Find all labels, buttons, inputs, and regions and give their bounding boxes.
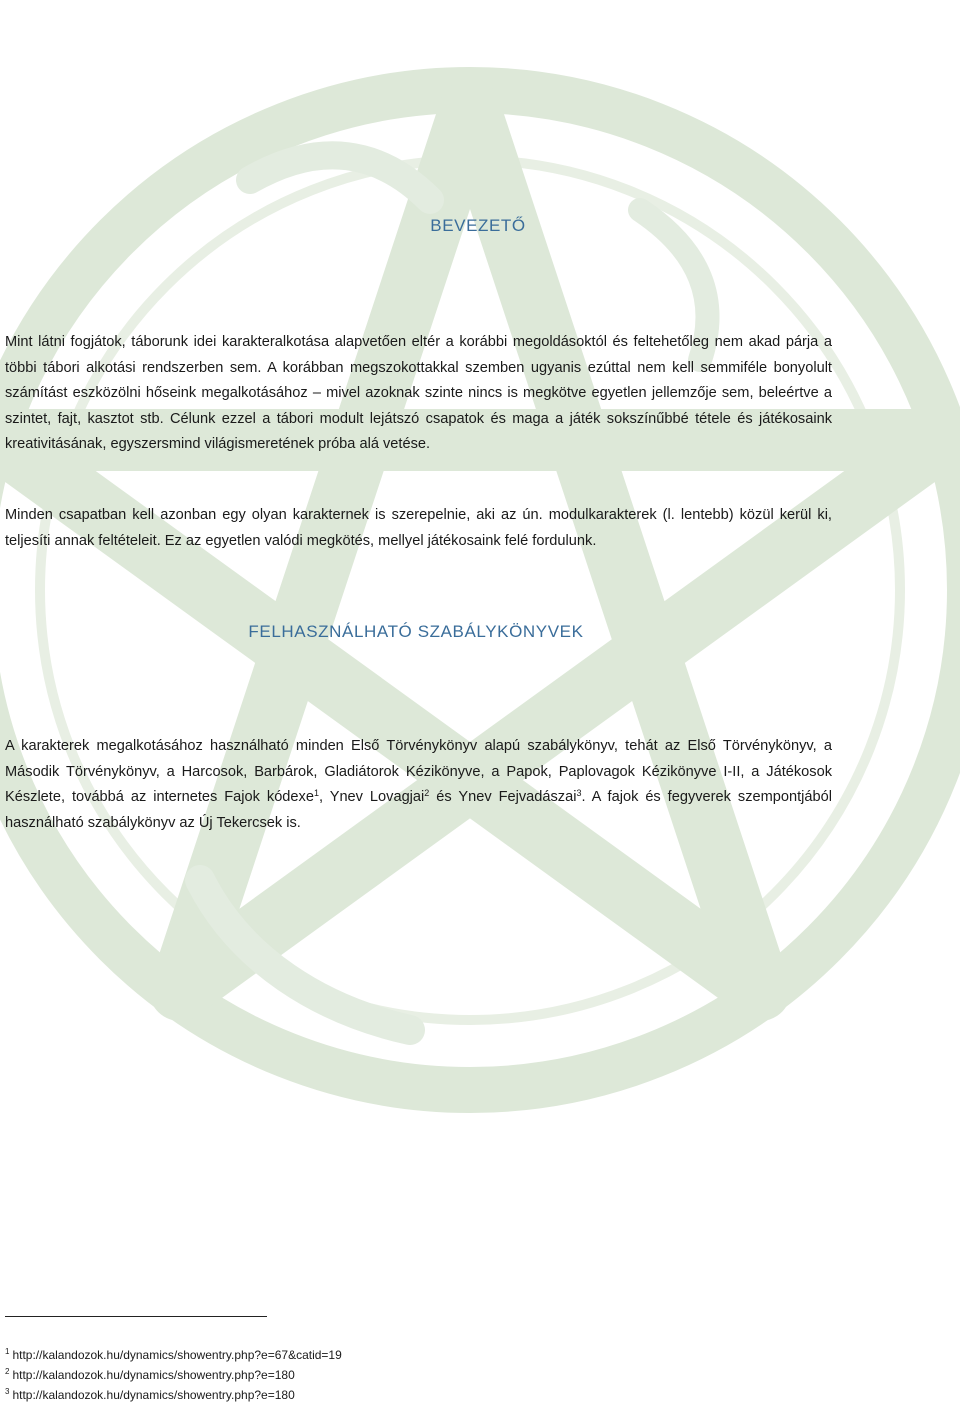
footnote-mark: 1: [5, 1347, 10, 1356]
heading-text: BEVEZETŐ: [430, 216, 526, 235]
paragraph-intro: Mint látni fogjátok, táborunk idei karakteralkotása alapvetően eltér a korábbi megoldásoktól és feltehetőleg nem akad párja a többi tábori alkotási rendszerben sem. A korábban megszokottakkal szemben ugyanis ezúttal nem kell semmiféle bonyolult számítást eszközölni hőseink megalkotásához – mivel azoknak szinte nincs is megkötve egyetlen jellemzője sem, beleértve a szintet, fajt, kasztot stb. Célunk ezzel a tábori modult lejátszó csapatok és maga a játék sokszínűbbé tétele és játékosaink kreativitásának, egyszersmind világismeretének próba alá vetése.: [5, 334, 832, 452]
text-segment: . A fajok és fegyverek szempontjából használható szabálykönyv az Új Tekercsek is.: [5, 789, 833, 831]
footnote-ref-2[interactable]: 2: [424, 788, 430, 798]
footnote-separator: [5, 1316, 267, 1317]
footnote-link[interactable]: http://kalandozok.hu/dynamics/showentry.php?e=180: [12, 1368, 295, 1382]
section-heading-bevezeto: [0, 216, 958, 236]
footnote-link[interactable]: http://kalandozok.hu/dynamics/showentry.php?e=67&catid=19: [12, 1348, 342, 1362]
footnote-item: [5, 1345, 342, 1365]
text-segment: , Ynev Lovagjai: [318, 789, 425, 805]
footnote-mark: 3: [5, 1387, 10, 1396]
section-heading-szabalykonyvek: FELHASZNÁLHATÓ SZABÁLYKÖNYVEK: [248, 622, 584, 641]
text-segment: és Ynev Fejvadászai: [429, 789, 577, 805]
footnote-mark: 2: [5, 1367, 10, 1376]
footnote-list: [5, 1345, 342, 1405]
footnote-link[interactable]: http://kalandozok.hu/dynamics/showentry.php?e=180: [12, 1388, 295, 1402]
text-segment: A karakterek megalkotásához használható minden Első Törvénykönyv alapú szabálykönyv, tehát az Első Törvénykönyv, a Második Törvénykönyv, a Harcosok, Barbárok, Gladiátorok Kézikönyve, a Papok, Paplovagok Kézikönyve I-II, a Játékosok Készlete, továbbá az internetes Fajok kódexe: [5, 738, 832, 805]
footnote-ref-3[interactable]: 3: [576, 788, 582, 798]
paragraph-rulebooks: [5, 734, 832, 836]
footnote-item: [5, 1385, 342, 1405]
footnote-ref-1[interactable]: 1: [313, 788, 319, 798]
paragraph-modulkarakter: Minden csapatban kell azonban egy olyan karakternek is szerepelnie, aki az ún. modulkarakterek (l. lentebb) közül kerül ki, teljesíti annak feltételeit. Ez az egyetlen valódi megkötés, mellyel játékosaink felé fordulunk.: [5, 507, 832, 549]
footnote-item: [5, 1365, 342, 1385]
